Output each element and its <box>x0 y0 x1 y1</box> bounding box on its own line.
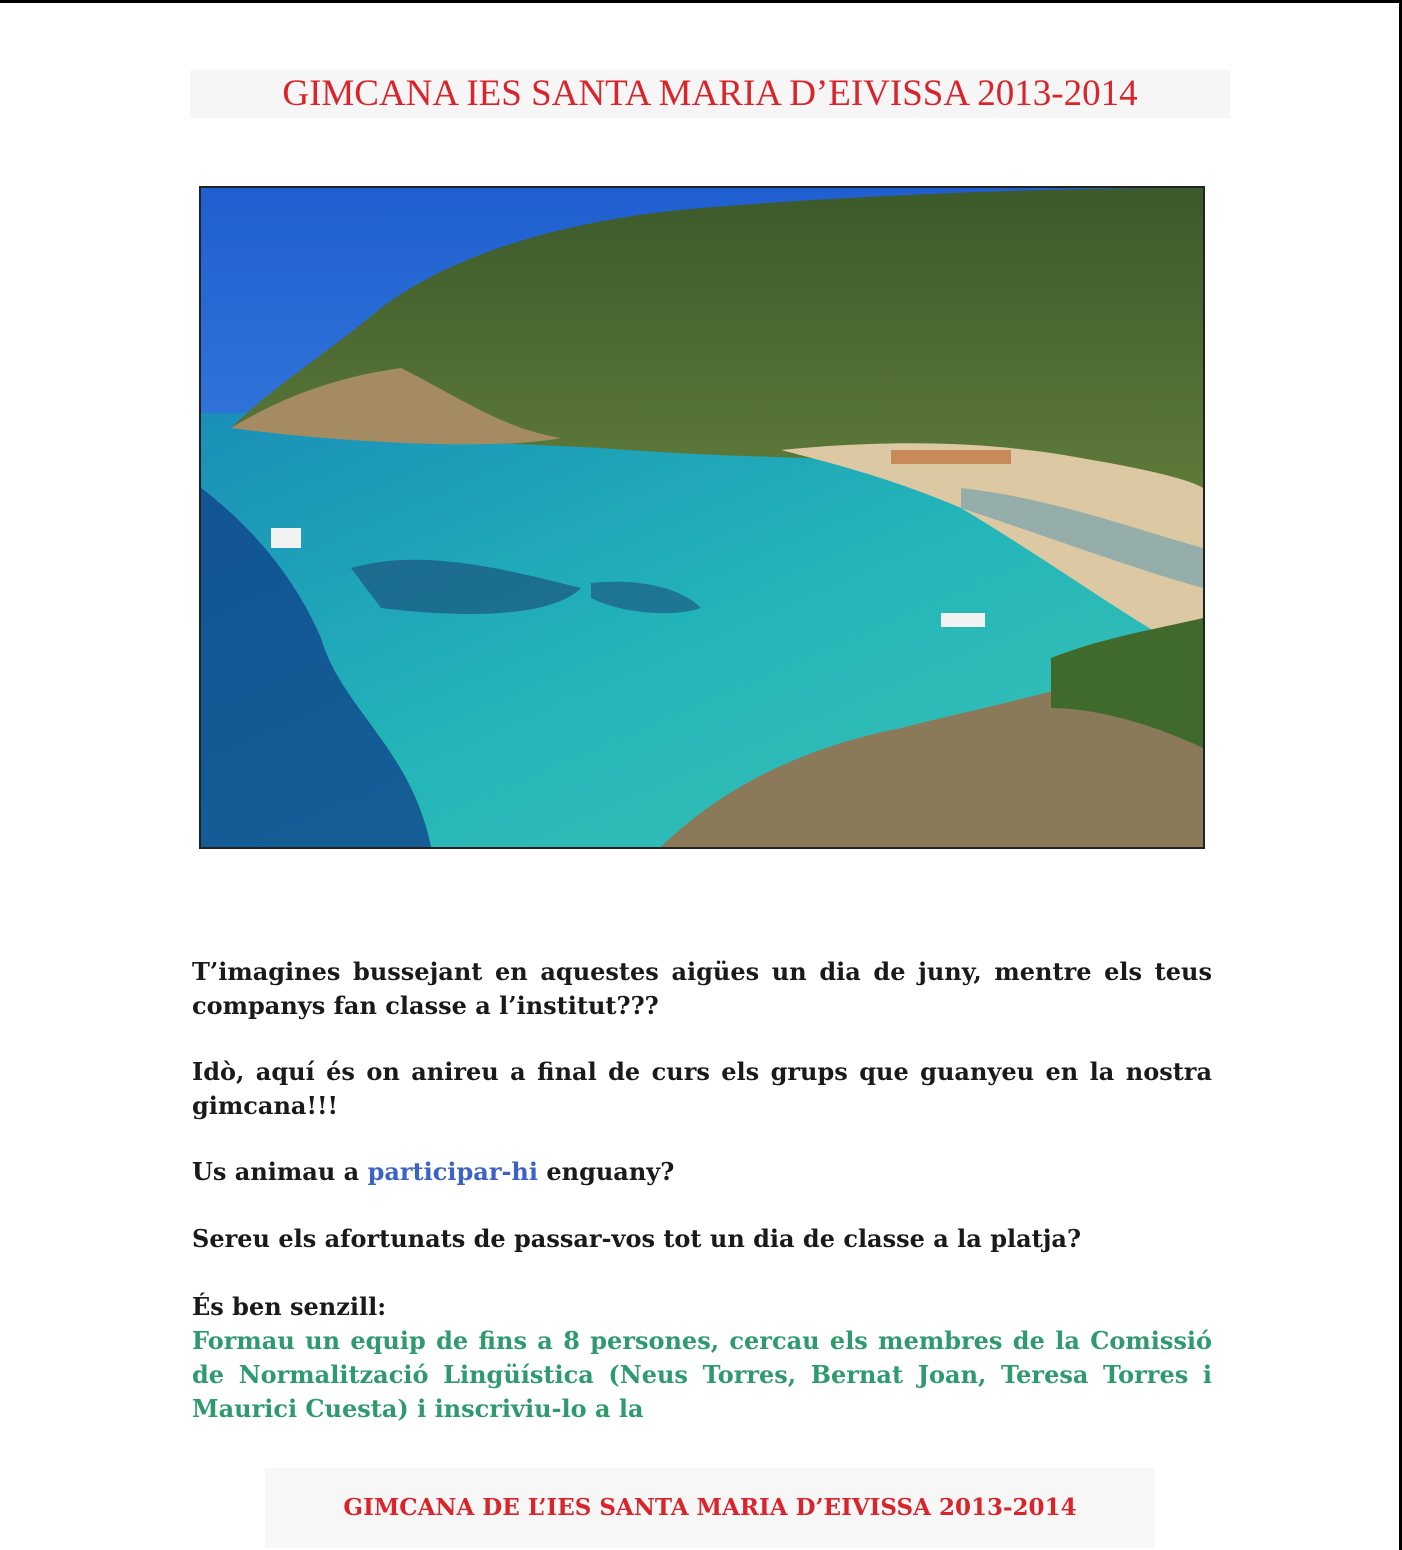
participate-link[interactable]: participar-hi <box>367 1157 538 1186</box>
instructions-body: Formau un equip de fins a 8 persones, cercau els membres de la Comissió de Normalització Lingüística (Neus Torres, Bernat Joan, Teresa Torres i Maurici Cuesta) i inscriviu-lo a la <box>192 1326 1212 1423</box>
instructions-heading: És ben senzill: <box>192 1292 387 1321</box>
paragraph-question: Sereu els afortunats de passar-vos tot un dia de classe a la platja? <box>192 1224 1082 1253</box>
paragraph-invite <box>192 1155 1212 1189</box>
page-border-top <box>0 0 1402 3</box>
page-footer: GIMCANA DE L’IES SANTA MARIA D’EIVISSA 2013-2014 <box>265 1468 1155 1548</box>
invite-text-before: Us animau a <box>192 1157 368 1186</box>
paragraph-intro: T’imagines bussejant en aquestes aigües un dia de juny, mentre els teus companys fan classe a l’institut??? <box>192 957 1212 1020</box>
page-title: GIMCANA IES SANTA MARIA D’EIVISSA 2013-2014 <box>190 70 1230 118</box>
beach-cove-photo <box>199 186 1205 849</box>
invite-text-after: enguany? <box>538 1157 675 1186</box>
paragraph-prize: Idò, aquí és on anireu a final de curs els grups que guanyeu en la nostra gimcana!!! <box>192 1057 1212 1120</box>
